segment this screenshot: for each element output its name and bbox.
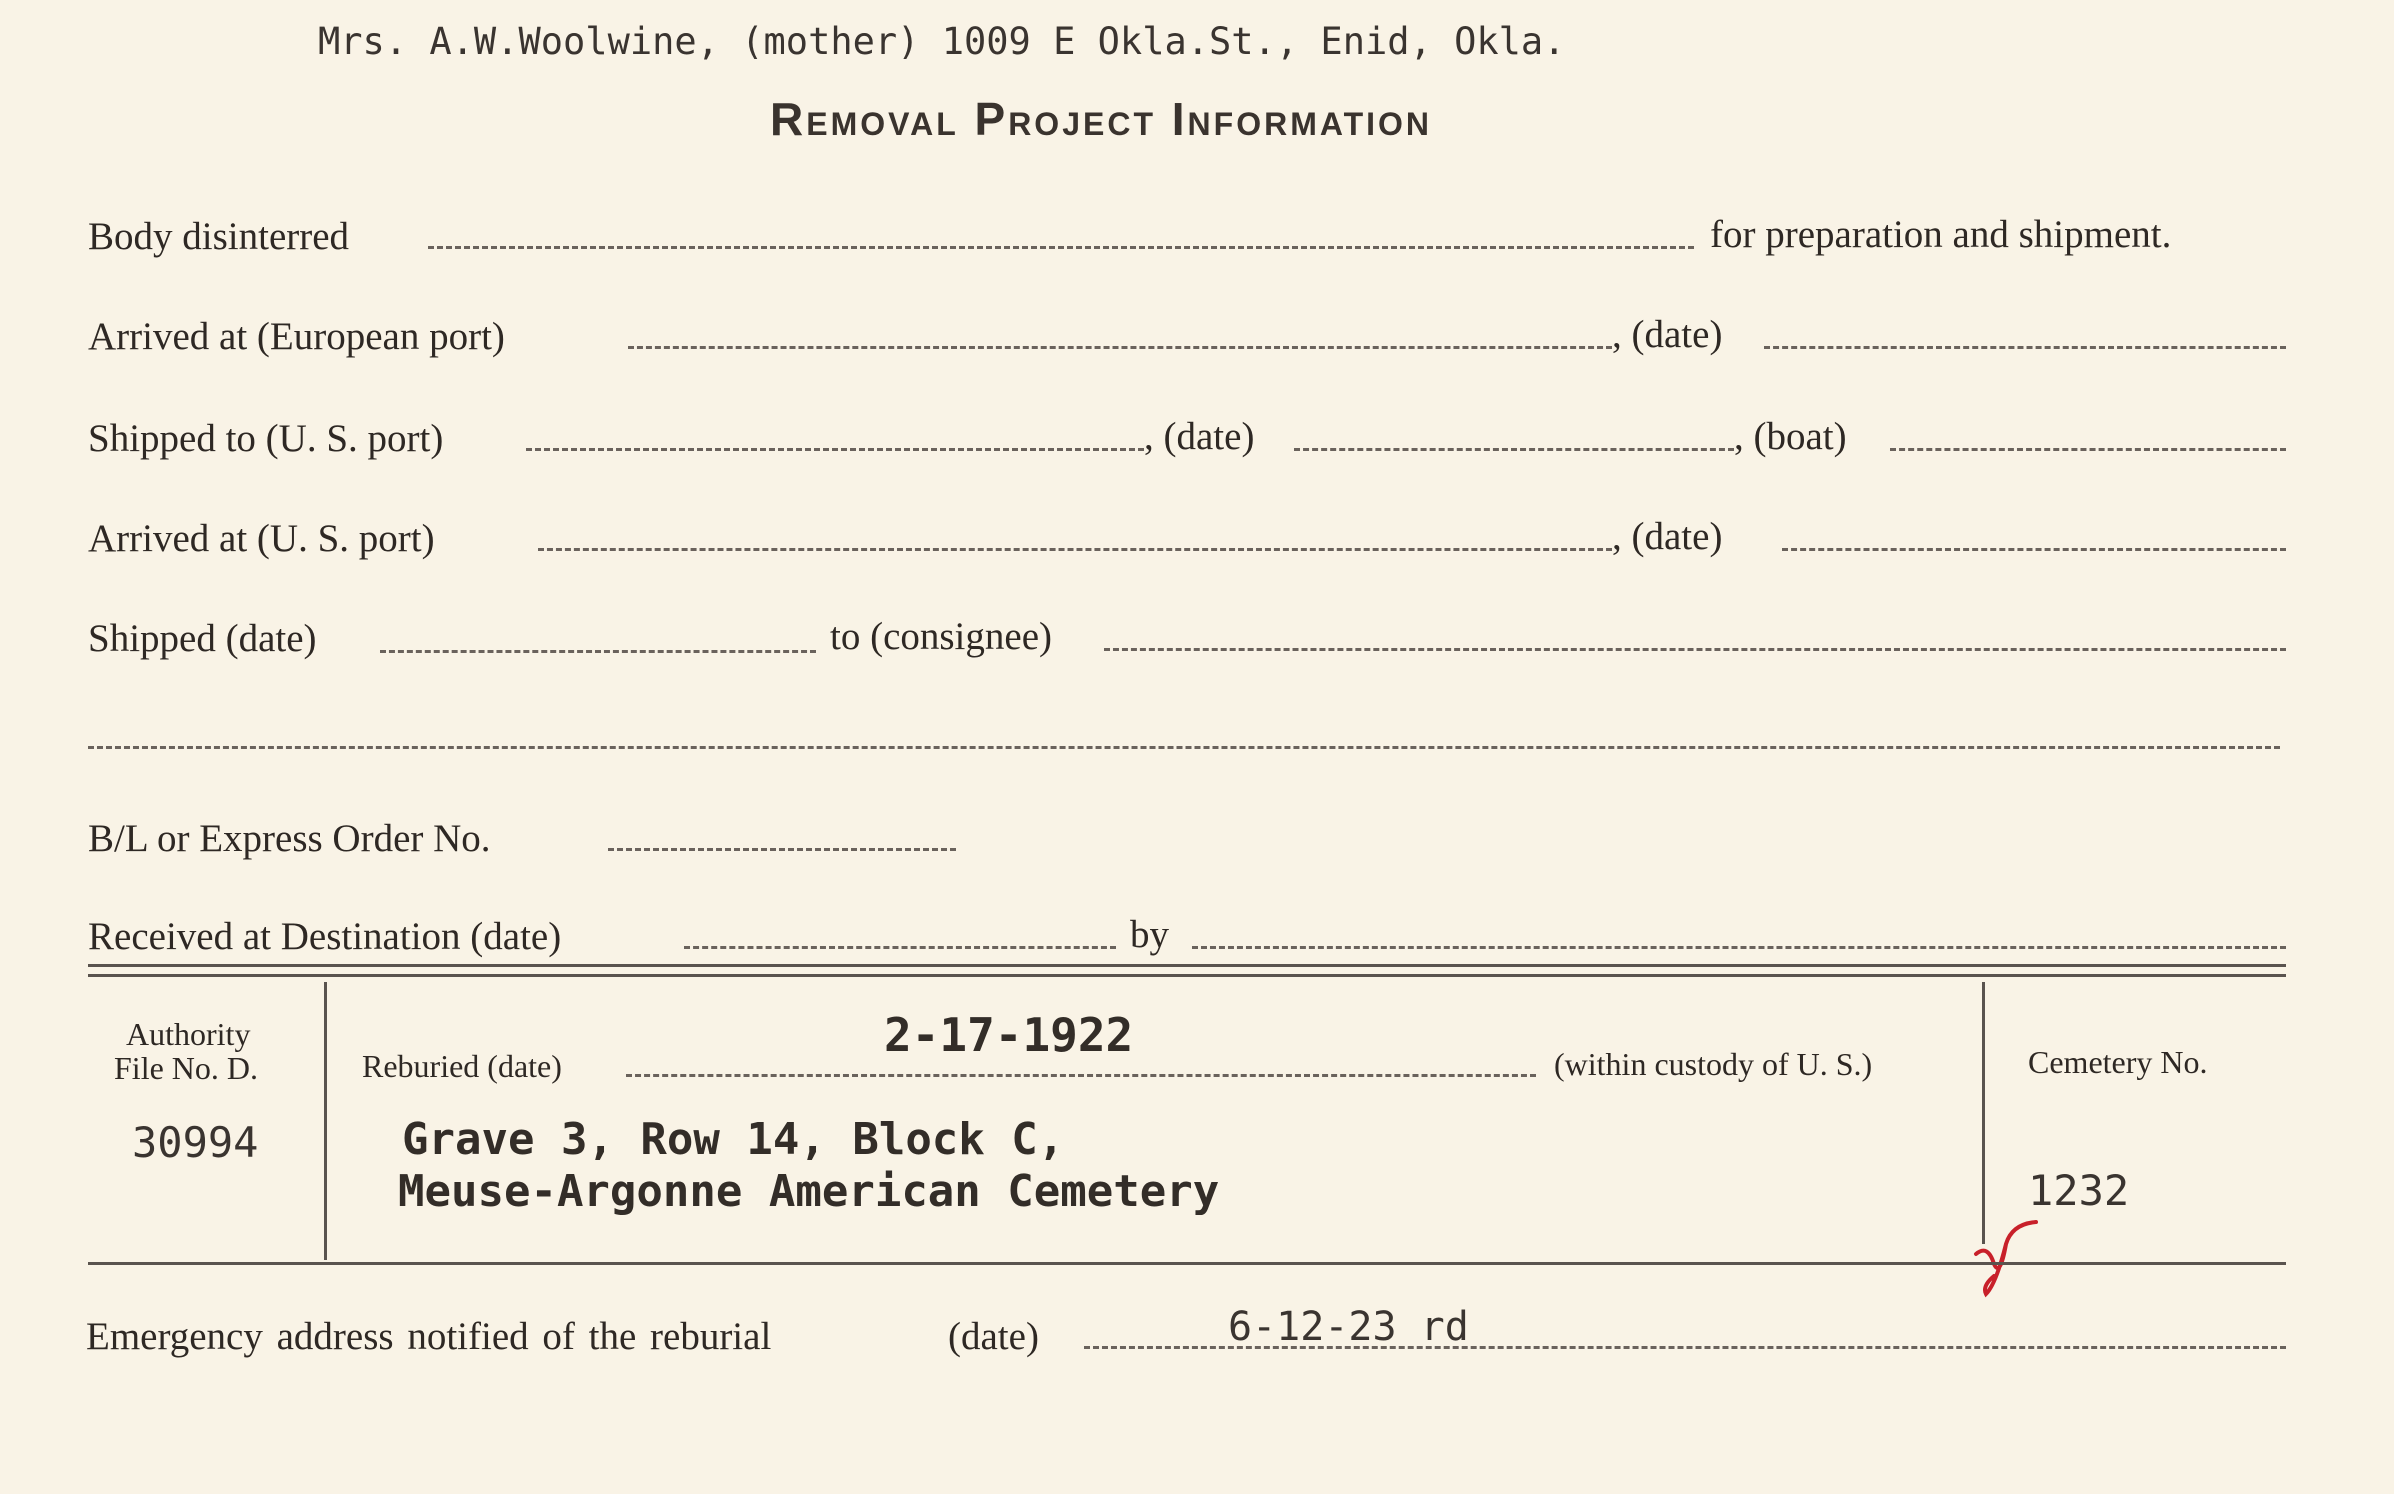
label-boat: , (boat) (1734, 415, 1847, 458)
cemetery-number: 1232 (2028, 1166, 2130, 1215)
field-body-disinterred[interactable] (428, 246, 1694, 249)
label-emergency-date: (date) (948, 1315, 1039, 1358)
red-check-mark (1966, 1214, 2056, 1304)
label-reburied: Reburied (date) (362, 1048, 562, 1084)
field-date-3[interactable] (1782, 548, 2286, 551)
field-arrived-us-port[interactable] (538, 548, 1612, 551)
field-reburied-date[interactable] (626, 1074, 1536, 1077)
label-shipped-date: Shipped (date) (88, 617, 317, 660)
field-shipped-date[interactable] (380, 650, 816, 653)
label-authority: Authority (126, 1016, 251, 1052)
grave-line-2: Meuse-Argonne American Cemetery (398, 1166, 1220, 1217)
label-date-1: , (date) (1612, 313, 1723, 356)
label-to-consignee: to (consignee) (830, 615, 1053, 658)
card-title: Removal Project Information (770, 93, 1433, 145)
field-emergency-date[interactable] (1084, 1346, 2286, 1349)
label-emergency: Emergency address notified of the reburial (86, 1315, 772, 1358)
label-bl-order: B/L or Express Order No. (88, 817, 491, 860)
field-european-port[interactable] (628, 346, 1612, 349)
label-custody: (within custody of U. S.) (1554, 1046, 1873, 1082)
typed-address: Mrs. A.W.Woolwine, (mother) 1009 E Okla.St., Enid, Okla. (318, 20, 1566, 63)
label-arrived-european: Arrived at (European port) (88, 315, 505, 358)
label-received-destination: Received at Destination (date) (88, 915, 562, 958)
label-by: by (1130, 913, 1169, 956)
reburied-date-value: 2-17-1922 (884, 1008, 1134, 1062)
label-file-no: File No. D. (114, 1050, 258, 1086)
label-body-disinterred: Body disinterred (88, 215, 350, 258)
field-consignee[interactable] (1104, 648, 2286, 651)
grave-line-1: Grave 3, Row 14, Block C, (402, 1114, 1065, 1165)
emergency-date-value: 6-12-23 rd (1228, 1304, 1469, 1350)
divider-top-2 (88, 974, 2286, 977)
field-us-port[interactable] (526, 448, 1144, 451)
authority-file-number: 30994 (132, 1118, 259, 1167)
divider-top-1 (88, 964, 2286, 967)
field-date-2[interactable] (1294, 448, 1734, 451)
label-date-2: , (date) (1144, 415, 1255, 458)
label-shipped-to-us: Shipped to (U. S. port) (88, 417, 444, 460)
field-date-1[interactable] (1764, 346, 2286, 349)
divider-right (1982, 982, 1985, 1244)
label-for-preparation: for preparation and shipment. (1710, 213, 2172, 256)
field-received-by[interactable] (1192, 946, 2286, 949)
field-received-date[interactable] (684, 946, 1116, 949)
label-arrived-us: Arrived at (U. S. port) (88, 517, 435, 560)
label-cemetery-no: Cemetery No. (2028, 1044, 2208, 1080)
label-date-3: , (date) (1612, 515, 1723, 558)
field-bl-order[interactable] (608, 848, 956, 851)
divider-bottom (88, 1262, 2286, 1265)
divider-left (324, 982, 327, 1260)
field-consignee-continued[interactable] (88, 746, 2280, 749)
field-boat[interactable] (1890, 448, 2286, 451)
